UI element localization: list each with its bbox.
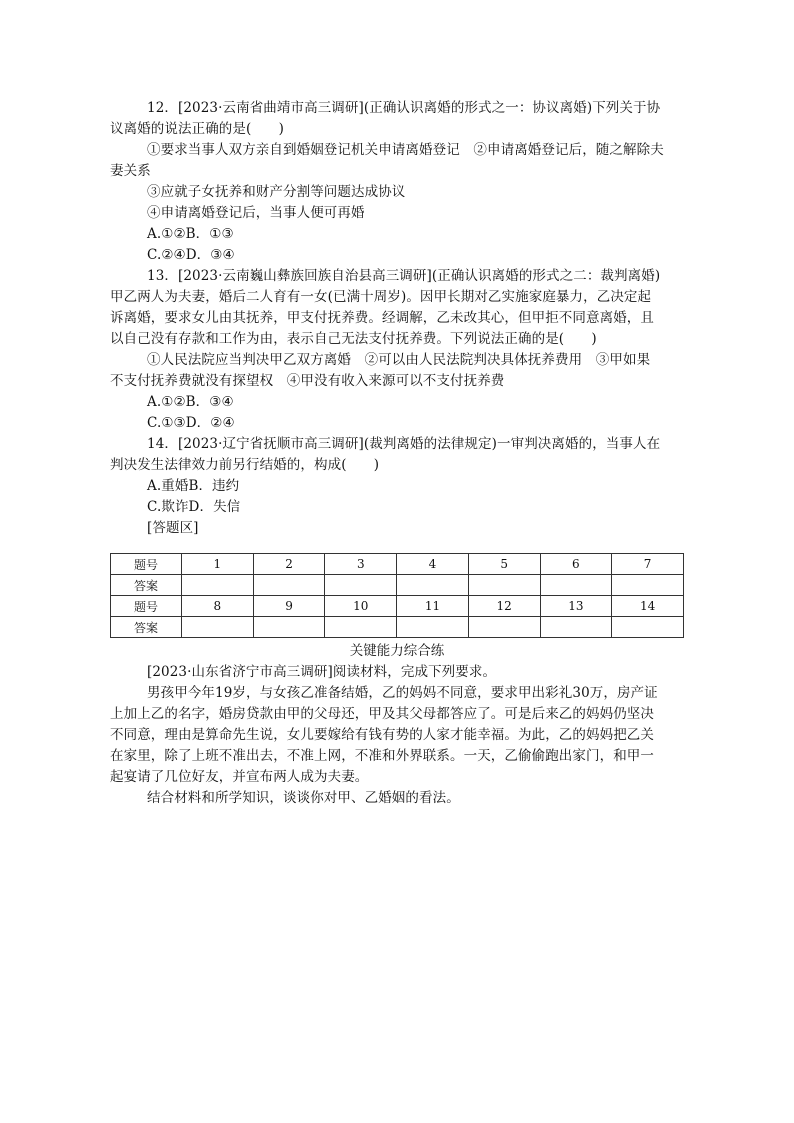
answer-cell[interactable] xyxy=(397,617,469,638)
q12-choices-cd: C.②④D．③④ xyxy=(147,247,235,263)
question-number-cell: 5 xyxy=(468,554,540,575)
answer-cell[interactable] xyxy=(612,575,684,596)
answer-cell[interactable] xyxy=(540,617,612,638)
table-row xyxy=(111,596,684,617)
answer-cell[interactable] xyxy=(612,617,684,638)
essay-material-line3: 不同意，理由是算命先生说，女儿要嫁给有钱有势的人家才能幸福。为此，乙的妈妈把乙关 xyxy=(110,727,654,743)
answer-table xyxy=(110,553,684,638)
essay-material-line1: 男孩甲今年19岁，与女孩乙准备结婚，乙的妈妈不同意，要求甲出彩礼30万，房产证 xyxy=(147,685,658,701)
row-label-answer: 答案 xyxy=(111,575,182,596)
question-number-cell: 2 xyxy=(253,554,325,575)
question-number-cell: 14 xyxy=(612,596,684,617)
question-number-cell: 6 xyxy=(540,554,612,575)
question-number-cell: 12 xyxy=(468,596,540,617)
answer-cell[interactable] xyxy=(468,617,540,638)
section-title: 关键能力综合练 xyxy=(349,643,445,659)
q13-stem-line4: 以自己没有存款和工作为由，表示自己无法支付抚养费。下列说法正确的是( ) xyxy=(110,331,597,347)
essay-material-line4: 在家里，除了上班不准出去，不准上网，不准和外界联系。一天，乙偷偷跑出家门，和甲一 xyxy=(110,748,654,764)
essay-question: 结合材料和所学知识，谈谈你对甲、乙婚姻的看法。 xyxy=(147,790,460,806)
answer-cell[interactable] xyxy=(468,575,540,596)
q12-option-1-cont: 妻关系 xyxy=(110,163,151,179)
question-number-cell: 3 xyxy=(325,554,397,575)
answer-area-label: [答题区] xyxy=(147,520,199,536)
q12-stem: 12．[2023·云南省曲靖市高三调研](正确认识离婚的形式之一：协议离婚)下列关于协 xyxy=(147,100,661,116)
q14-stem: 14．[2023·辽宁省抚顺市高三调研](裁判离婚的法律规定)一审判决离婚的，当事人在 xyxy=(147,436,661,452)
essay-material-line2: 上加上乙的名字，婚房贷款由甲的父母还，甲及其父母都答应了。可是后来乙的妈妈仍坚决 xyxy=(110,706,654,722)
question-number-cell: 8 xyxy=(182,596,254,617)
answer-cell[interactable] xyxy=(182,575,254,596)
row-label-question-number: 题号 xyxy=(111,596,182,617)
q13-stem: 13．[2023·云南巍山彝族回族自治县高三调研](正确认识离婚的形式之二：裁判离婚) xyxy=(147,268,661,284)
table-row xyxy=(111,617,684,638)
q13-stem-line2: 甲乙两人为夫妻，婚后二人育有一女(已满十周岁)。因甲长期对乙实施家庭暴力，乙决定起 xyxy=(110,289,652,305)
q12-stem-cont: 议离婚的说法正确的是( ) xyxy=(110,121,284,137)
q13-options-cont: 不支付抚养费就没有探望权 ④甲没有收入来源可以不支付抚养费 xyxy=(110,373,505,389)
question-number-cell: 1 xyxy=(182,554,254,575)
q14-choices-cd: C.欺诈D．失信 xyxy=(147,499,241,515)
question-number-cell: 13 xyxy=(540,596,612,617)
question-number-cell: 9 xyxy=(253,596,325,617)
question-number-cell: 4 xyxy=(397,554,469,575)
q13-choices-ab: A.①②B．③④ xyxy=(147,394,234,410)
table-row xyxy=(111,575,684,596)
answer-cell[interactable] xyxy=(253,575,325,596)
q12-option-1: ①要求当事人双方亲自到婚姻登记机关申请离婚登记 ②申请离婚登记后，随之解除夫 xyxy=(147,142,664,158)
q12-option-4: ④申请离婚登记后，当事人便可再婚 xyxy=(147,205,365,221)
q13-options: ①人民法院应当判决甲乙双方离婚 ②可以由人民法院判决具体抚养费用 ③甲如果 xyxy=(147,352,651,368)
answer-cell[interactable] xyxy=(253,617,325,638)
table-row xyxy=(111,554,684,575)
answer-cell[interactable] xyxy=(397,575,469,596)
question-number-cell: 7 xyxy=(612,554,684,575)
answer-cell[interactable] xyxy=(325,617,397,638)
q12-option-3: ③应就子女抚养和财产分割等问题达成协议 xyxy=(147,184,406,200)
q12-choices-ab: A.①②B．①③ xyxy=(147,226,234,242)
essay-source: [2023·山东省济宁市高三调研]阅读材料，完成下列要求。 xyxy=(147,664,497,680)
q13-choices-cd: C.①③D．②④ xyxy=(147,415,235,431)
essay-material-line5: 起宴请了几位好友，并宣布两人成为夫妻。 xyxy=(110,769,369,785)
question-number-cell: 11 xyxy=(397,596,469,617)
q14-choices-ab: A.重婚B．违约 xyxy=(147,478,240,494)
row-label-question-number: 题号 xyxy=(111,554,182,575)
answer-cell[interactable] xyxy=(182,617,254,638)
row-label-answer: 答案 xyxy=(111,617,182,638)
answer-cell[interactable] xyxy=(325,575,397,596)
answer-cell[interactable] xyxy=(540,575,612,596)
question-number-cell: 10 xyxy=(325,596,397,617)
q13-stem-line3: 诉离婚，要求女儿由其抚养，甲支付抚养费。经调解，乙未改其心，但甲拒不同意离婚，且 xyxy=(110,310,654,326)
q14-stem-cont: 判决发生法律效力前另行结婚的，构成( ) xyxy=(110,457,380,473)
